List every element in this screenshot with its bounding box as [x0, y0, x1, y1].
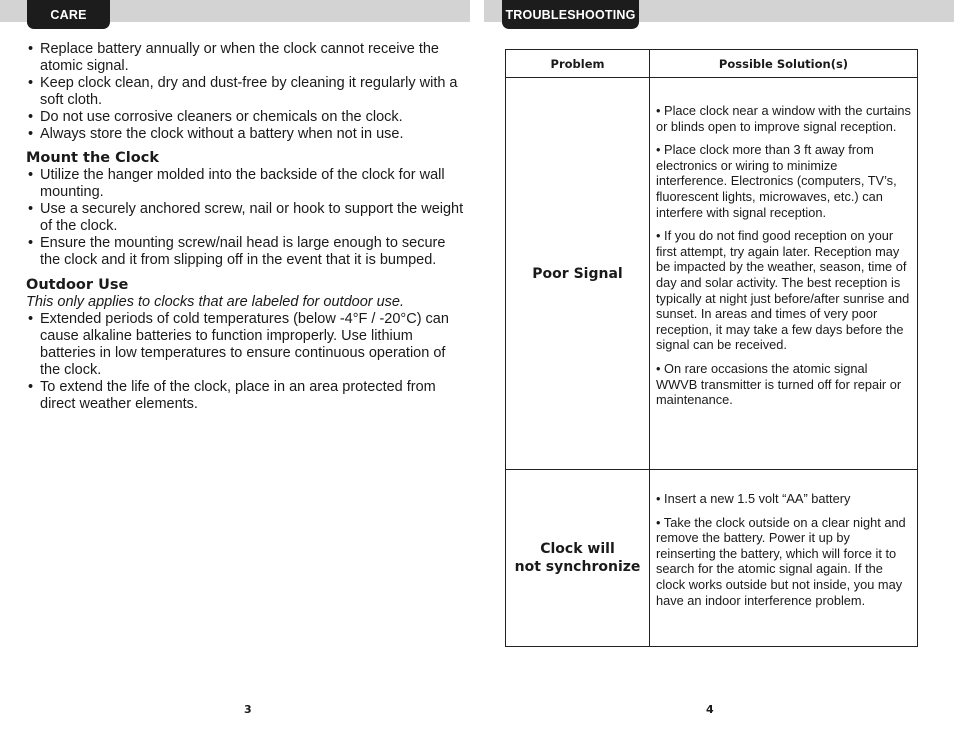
care-bullet: • Do not use corrosive cleaners or chemicals on the clock. — [26, 109, 466, 126]
problem-line: not synchronize — [514, 559, 641, 575]
care-section — [26, 41, 466, 413]
solution-item: • If you do not find good reception on your first attempt, try again later. Reception may be impacted by the weather, season, time of day and solar activity. The best reception is typically at night just before/after sunrise and sunset. In areas and times of very poor reception, it may take a few days before the signal can be received. — [656, 228, 910, 353]
care-tab: CARE — [27, 0, 110, 29]
mount-bullet: • Utilize the hanger molded into the backside of the clock for wall mounting. — [26, 167, 466, 201]
mount-heading: Mount the Clock — [26, 150, 159, 166]
care-bullet: • Keep clock clean, dry and dust-free by cleaning it regularly with a soft cloth. — [26, 75, 466, 109]
outdoor-list — [26, 311, 466, 413]
outdoor-heading: Outdoor Use — [26, 277, 129, 293]
solution-column-header: Possible Solution(s) — [650, 50, 918, 78]
care-list — [26, 41, 466, 143]
outdoor-note: This only applies to clocks that are labeled for outdoor use. — [26, 294, 405, 310]
care-bullet: • Replace battery annually or when the clock cannot receive the atomic signal. — [26, 41, 466, 75]
solution-item: • Place clock near a window with the curtains or blinds open to improve signal reception. — [656, 103, 911, 134]
mount-bullet: • Use a securely anchored screw, nail or hook to support the weight of the clock. — [26, 201, 466, 235]
solution-item: • Insert a new 1.5 volt “AA” battery — [656, 491, 851, 506]
problem-line: Clock will — [540, 541, 615, 557]
table-row — [506, 78, 918, 470]
solution-cell — [650, 78, 918, 470]
page-number-right: 4 — [706, 703, 714, 716]
solution-item: • On rare occasions the atomic signal WWVB transmitter is turned off for repair or maintenance. — [656, 360, 902, 408]
mount-list — [26, 167, 466, 269]
troubleshooting-tab: TROUBLESHOOTING — [502, 0, 639, 29]
outdoor-bullet: • Extended periods of cold temperatures (below -4°F / -20°C) can cause alkaline batteries to function improperly. Use lithium batteries in low temperatures to ensure continuous operation of the clock. — [26, 311, 466, 379]
troubleshooting-table — [505, 49, 918, 647]
table-row — [506, 470, 918, 647]
problem-cell — [506, 470, 650, 647]
problem-cell: Poor Signal — [506, 78, 650, 470]
page-number-left: 3 — [244, 703, 252, 716]
solution-cell — [650, 470, 918, 647]
care-bullet: • Always store the clock without a battery when not in use. — [26, 126, 466, 143]
mount-bullet: • Ensure the mounting screw/nail head is large enough to secure the clock and it from slipping off in the event that it is bumped. — [26, 235, 466, 269]
solution-item: • Take the clock outside on a clear night and remove the battery. Power it up by reinserting the battery, which will force it to search for the atomic signal again. If the clock works outside but not inside, you may have an indoor interference problem. — [656, 514, 906, 608]
outdoor-bullet: • To extend the life of the clock, place in an area protected from direct weather elements. — [26, 379, 466, 413]
problem-column-header: Problem — [506, 50, 650, 78]
solution-item: • Place clock more than 3 ft away from electronics or wiring to minimize interference. Electronics (computers, TV’s, fluorescent lights, microwaves, etc.) can interfere with signal reception. — [656, 142, 897, 220]
